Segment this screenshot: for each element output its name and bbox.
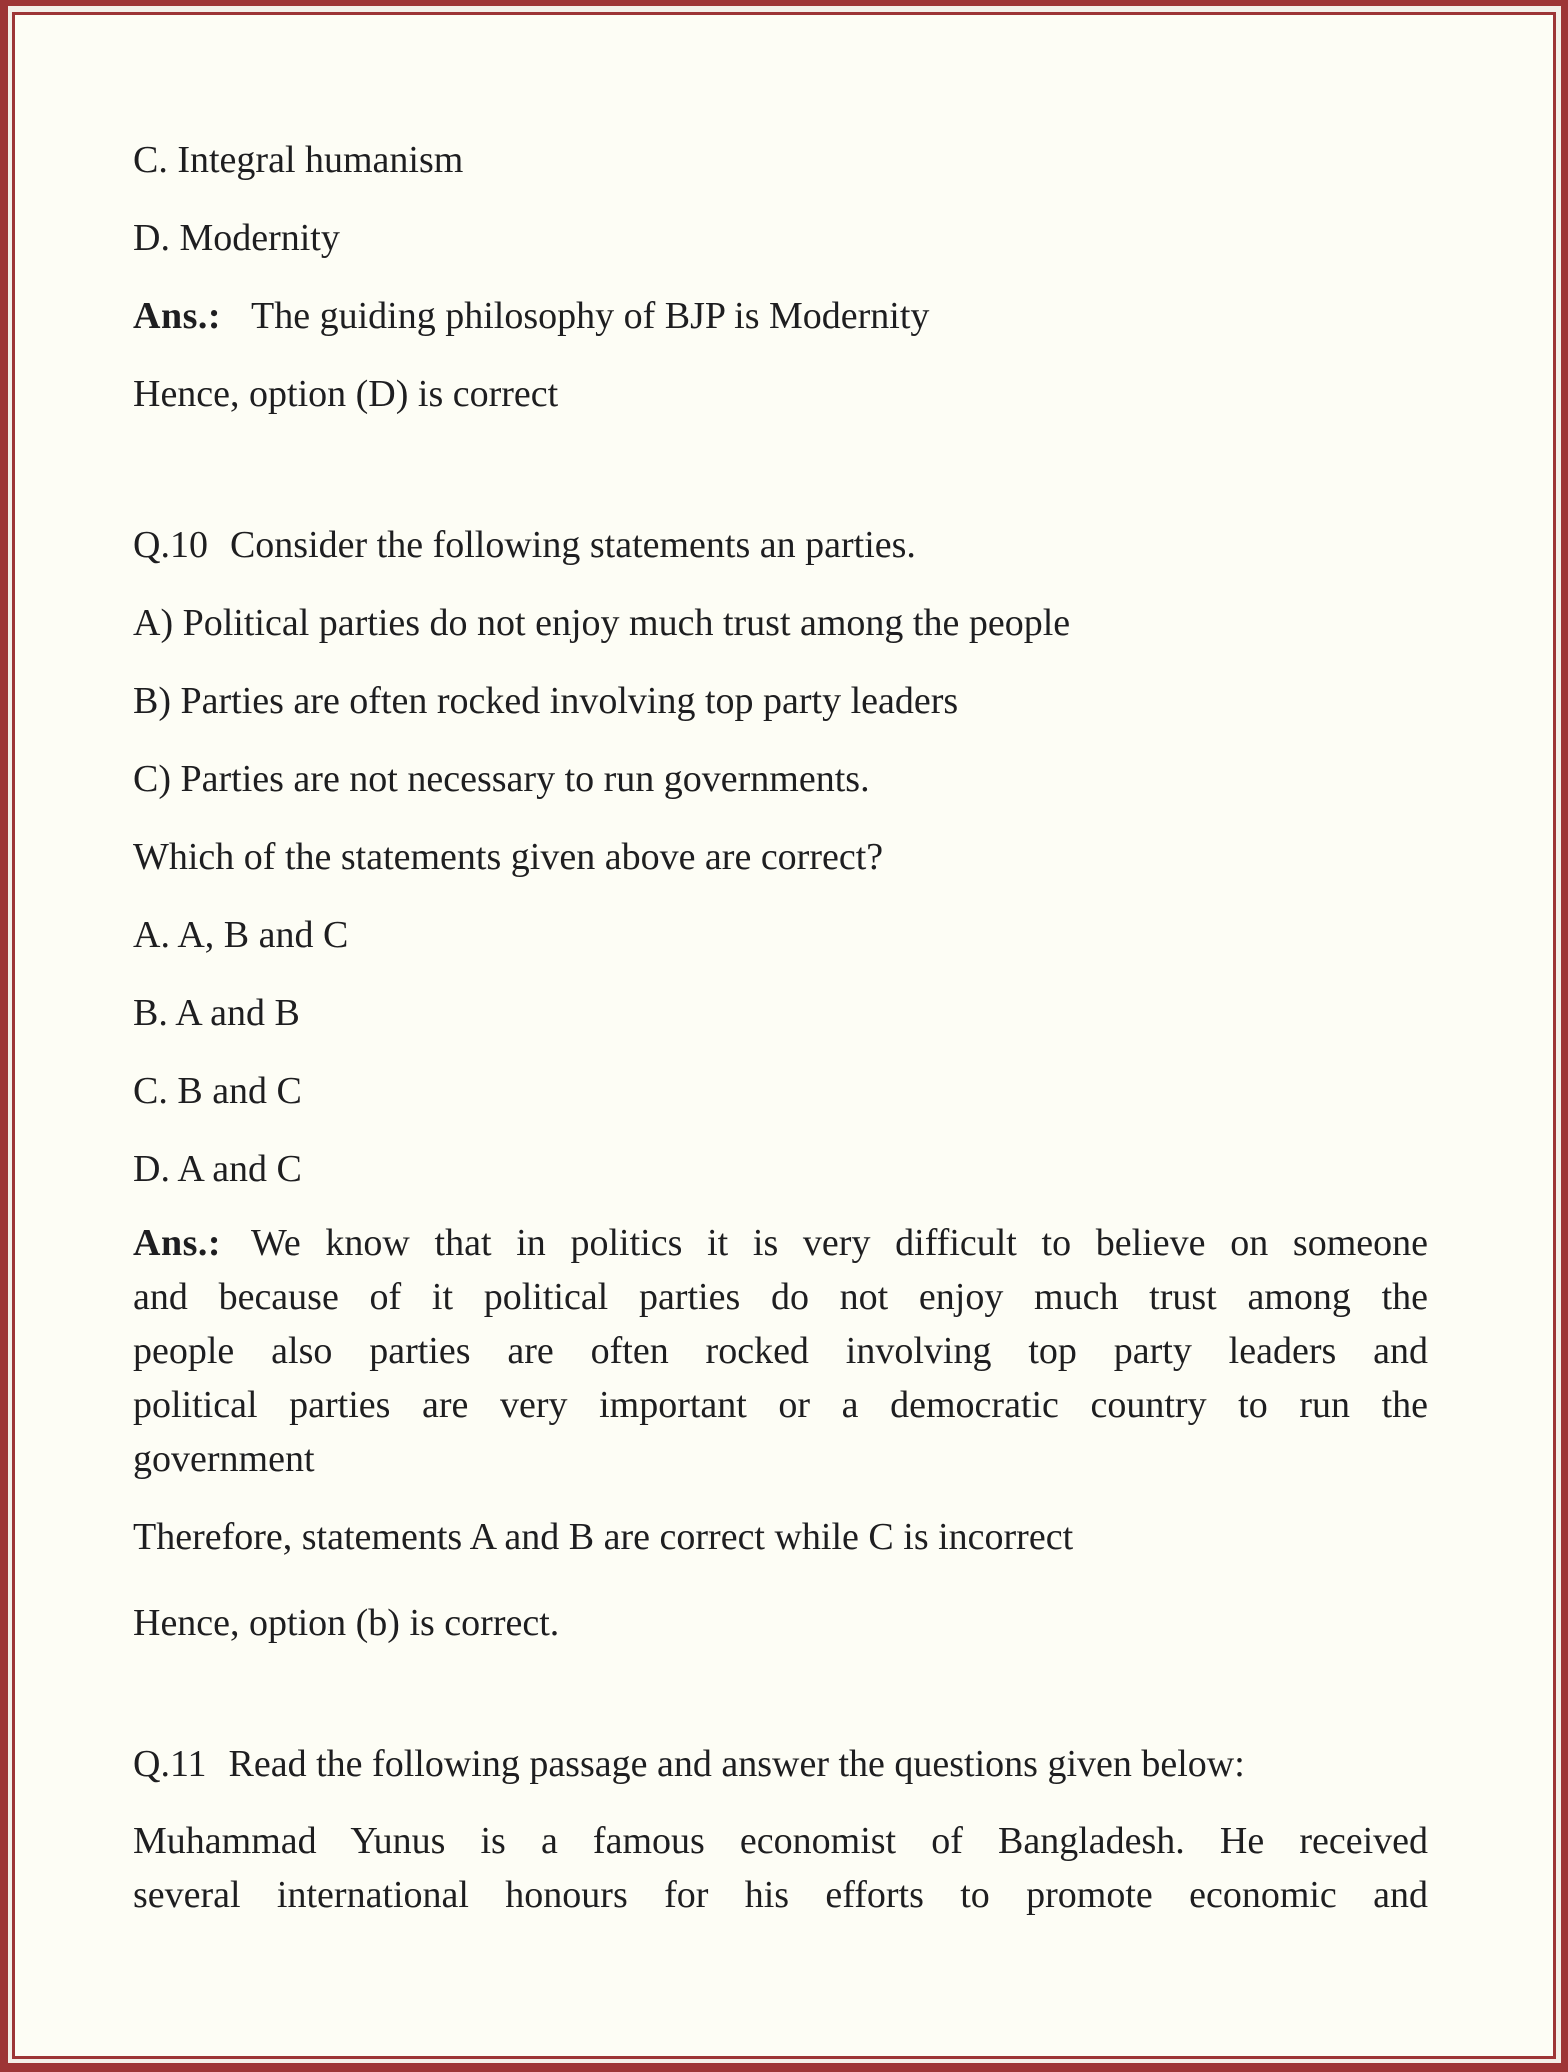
answer-label: Ans.: (133, 1222, 222, 1264)
statement-line: A) Political parties do not enjoy much trust among the people (133, 602, 1071, 644)
option-line: A. A, B and C (133, 914, 349, 956)
statements-list (133, 584, 1428, 818)
q9-answer-section (133, 121, 1428, 433)
q11-section (133, 1725, 1428, 1922)
question-line-q11 (133, 1725, 1428, 1803)
answer-line: people also parties are often rocked involving top party leaders and (133, 1330, 1428, 1372)
statement-line: C) Parties are not necessary to run governments. (133, 758, 870, 800)
option-line-c: C. Integral humanism (133, 139, 464, 181)
passage-paragraph (133, 1814, 1428, 1922)
answer-paragraph (133, 1216, 1428, 1486)
answer-line (133, 277, 1428, 355)
question-number: Q.11 (133, 1743, 207, 1785)
answer-line: political parties are very important or a democratic country to run the (133, 1384, 1428, 1426)
question-text: Consider the following statements an parties. (229, 524, 916, 566)
answer-label: Ans.: (133, 295, 222, 337)
page-content (133, 15, 1428, 1922)
options-list (133, 896, 1428, 1208)
statement-line: B) Parties are often rocked involving top party leaders (133, 680, 959, 722)
answer-text: The guiding philosophy of BJP is Modernity (251, 295, 930, 337)
option-line-d: D. Modernity (133, 217, 340, 259)
question-line-q10 (133, 506, 1428, 584)
answer-line-last: government (133, 1438, 315, 1480)
passage-line: several international honours for his efforts to promote economic and (133, 1874, 1428, 1916)
question-number: Q.10 (133, 524, 208, 566)
answer-line: and because of it political parties do not enjoy much trust among the (133, 1276, 1428, 1318)
answer-line-first (133, 1216, 1428, 1270)
conclusion-line: Hence, option (D) is correct (133, 373, 559, 415)
prompt-line: Which of the statements given above are correct? (133, 836, 884, 878)
question-text: Read the following passage and answer the questions given below: (228, 1743, 1245, 1785)
document-sheet (12, 12, 1556, 2059)
option-line: D. A and C (133, 1148, 302, 1190)
q10-section (133, 506, 1428, 1662)
passage-line: Muhammad Yunus is a famous economist of Bangladesh. He received (133, 1820, 1428, 1862)
option-line: B. A and B (133, 992, 300, 1034)
answer-text: We know that in politics it is very difficult to believe on someone (251, 1222, 1428, 1264)
therefore-line: Therefore, statements A and B are correct while C is incorrect (133, 1516, 1074, 1558)
option-line: C. B and C (133, 1070, 302, 1112)
conclusion-line: Hence, option (b) is correct. (133, 1602, 560, 1644)
answer-middle-lines (133, 1270, 1428, 1432)
